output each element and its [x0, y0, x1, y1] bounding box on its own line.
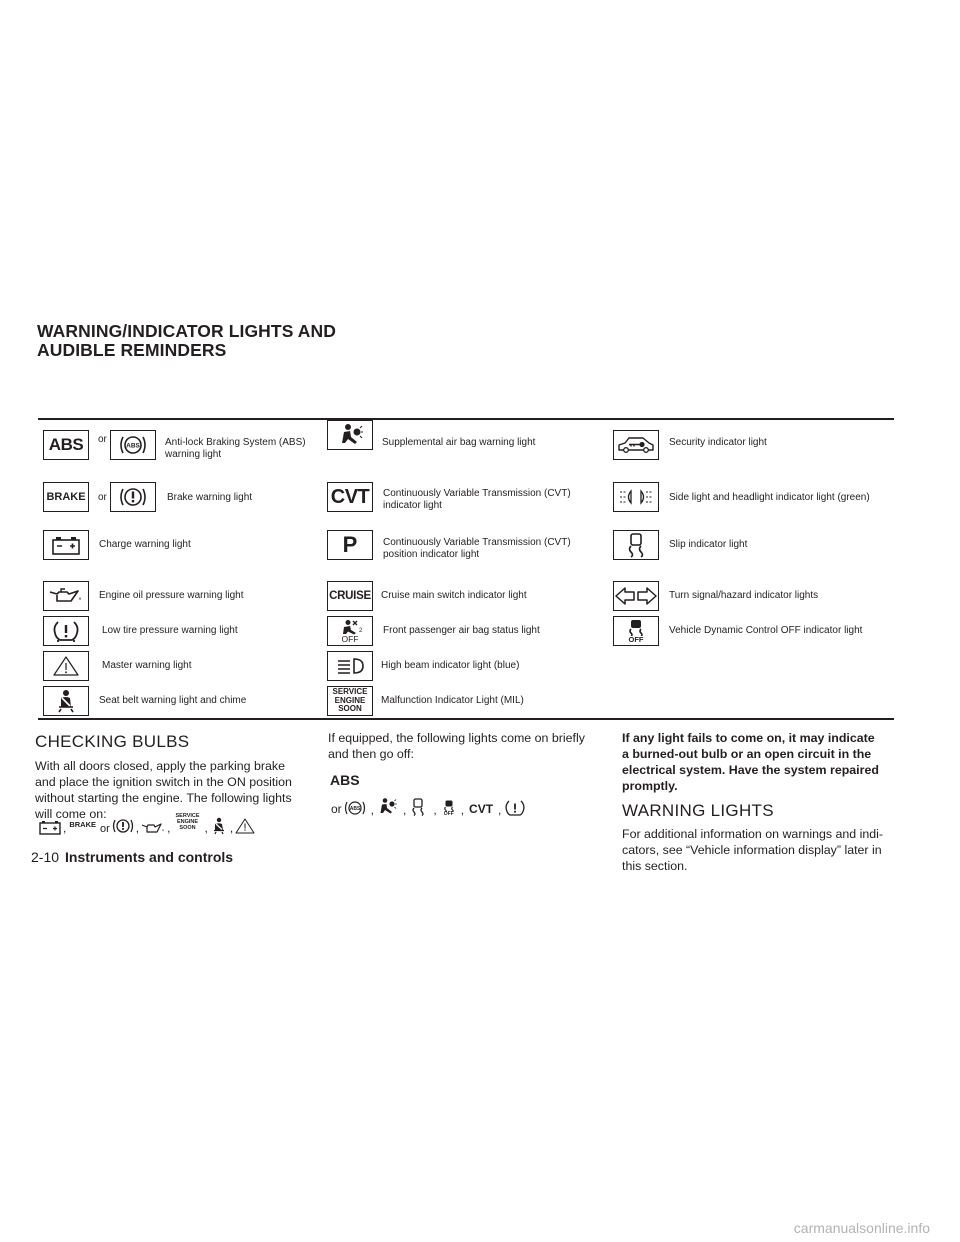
- passenger-airbag-label: Front passenger air bag status light: [383, 625, 540, 636]
- warning-lights-heading: WARNING LIGHTS: [622, 801, 774, 820]
- vdc-off-icon: OFF: [613, 616, 659, 646]
- cvt-icon: CVT: [327, 482, 373, 512]
- turn-signal-arrows-icon: [613, 581, 659, 611]
- tire-pressure-icon: [43, 616, 89, 646]
- side-light-label: Side light and headlight indicator light (green): [669, 492, 870, 503]
- section-title: [37, 322, 537, 360]
- briefly-on-text: If equipped, the following lights come on briefly and then go off:: [328, 731, 585, 761]
- security-car-key-icon: [613, 430, 659, 460]
- airbag-icon: [327, 420, 373, 450]
- cvt-label: Continuously Variable Transmission (CVT) indicator light: [383, 488, 571, 511]
- battery-icon: [38, 819, 62, 835]
- passenger-airbag-off-icon: 2 OFF: [327, 616, 373, 646]
- cvt-text-icon: CVT: [469, 802, 494, 816]
- tire-pressure-label: Low tire pressure warning light: [102, 625, 238, 636]
- chapter-title: Instruments and controls: [65, 849, 234, 865]
- checking-bulbs-heading: CHECKING BULBS: [35, 732, 190, 751]
- oil-can-icon: [43, 581, 89, 611]
- page-number: 2-10: [31, 849, 60, 865]
- svg-text:ABS: ABS: [349, 806, 360, 812]
- cvt-position-label: Continuously Variable Transmission (CVT) position indicator light: [383, 537, 571, 560]
- airbag-icon: [375, 797, 399, 817]
- slip-icon: [407, 797, 429, 817]
- oil-pressure-label: Engine oil pressure warning light: [99, 590, 244, 601]
- slip-icon: [613, 530, 659, 560]
- seatbelt-icon: [209, 817, 229, 835]
- warning-lights-text: For additional information on warnings and indi- cators, see “Vehicle information display” later in this section.: [622, 827, 884, 873]
- brake-label: Brake warning light: [167, 492, 253, 503]
- side-light-icon: [613, 482, 659, 512]
- abs-label: Anti-lock Braking System (ABS) warning light: [165, 437, 306, 460]
- or-label: or: [98, 434, 107, 445]
- indicator-light-table: [38, 418, 894, 720]
- checking-bulbs-icon-row: , BRAKE or , , SERVICE ENGINE SOON , ,: [38, 813, 256, 835]
- mil-label: Malfunction Indicator Light (MIL): [381, 695, 524, 706]
- abs-circle-icon: [110, 430, 156, 460]
- airbag-label: Supplemental air bag warning light: [382, 437, 536, 448]
- park-icon: P: [327, 530, 373, 560]
- master-warning-label: Master warning light: [102, 660, 192, 671]
- service-engine-soon-icon: SERVICE ENGINE SOON: [327, 686, 373, 716]
- brake-icon: BRAKE: [43, 482, 89, 512]
- brake-circle-icon: [111, 817, 135, 835]
- oil-can-icon: [140, 821, 166, 835]
- brake-circle-icon: [110, 482, 156, 512]
- service-engine-soon-icon: SERVICE ENGINE SOON: [175, 813, 200, 831]
- charge-label: Charge warning light: [99, 539, 191, 550]
- page-footer: [31, 849, 233, 865]
- section-title-line-1: WARNING/INDICATOR LIGHTS AND: [37, 321, 336, 341]
- battery-icon: [43, 530, 89, 560]
- svg-text:ABS: ABS: [126, 442, 140, 450]
- seatbelt-icon: [43, 686, 89, 716]
- abs-text-icon: ABS: [330, 772, 360, 788]
- watermark: carmanualsonline.info: [793, 1220, 930, 1236]
- cruise-icon: CRUISE: [327, 581, 373, 611]
- or-label: or: [98, 492, 107, 503]
- vdc-off-label: Vehicle Dynamic Control OFF indicator light: [669, 625, 863, 636]
- warning-triangle-icon: [43, 651, 89, 681]
- high-beam-icon: [327, 651, 373, 681]
- vdc-off-icon: OFF: [442, 800, 456, 817]
- abs-icon: ABS: [43, 430, 89, 460]
- bulb-failure-warning-text: If any light fails to come on, it may indicate a burned-out bulb or an open circuit in the electrical system. Have the system repaired promptly.: [622, 731, 879, 793]
- high-beam-label: High beam indicator light (blue): [381, 660, 520, 671]
- warning-triangle-icon: [234, 817, 256, 835]
- brake-text-icon: BRAKE: [69, 820, 97, 829]
- slip-label: Slip indicator light: [669, 539, 748, 550]
- tire-pressure-icon: [502, 799, 528, 817]
- abs-circle-icon: [343, 799, 367, 817]
- briefly-on-icon-row: or ABS , , , OFF , CVT ,: [330, 797, 528, 817]
- turn-signal-label: Turn signal/hazard indicator lights: [669, 590, 819, 601]
- svg-text:2: 2: [359, 627, 363, 634]
- seatbelt-label: Seat belt warning light and chime: [99, 695, 247, 706]
- checking-bulbs-text: With all doors closed, apply the parking brake and place the ignition switch in the ON position without starting the engine. The following lights will come on:: [35, 759, 292, 821]
- section-title-line-2: AUDIBLE REMINDERS: [37, 340, 227, 360]
- security-label: Security indicator light: [669, 437, 767, 448]
- cruise-label: Cruise main switch indicator light: [381, 590, 527, 601]
